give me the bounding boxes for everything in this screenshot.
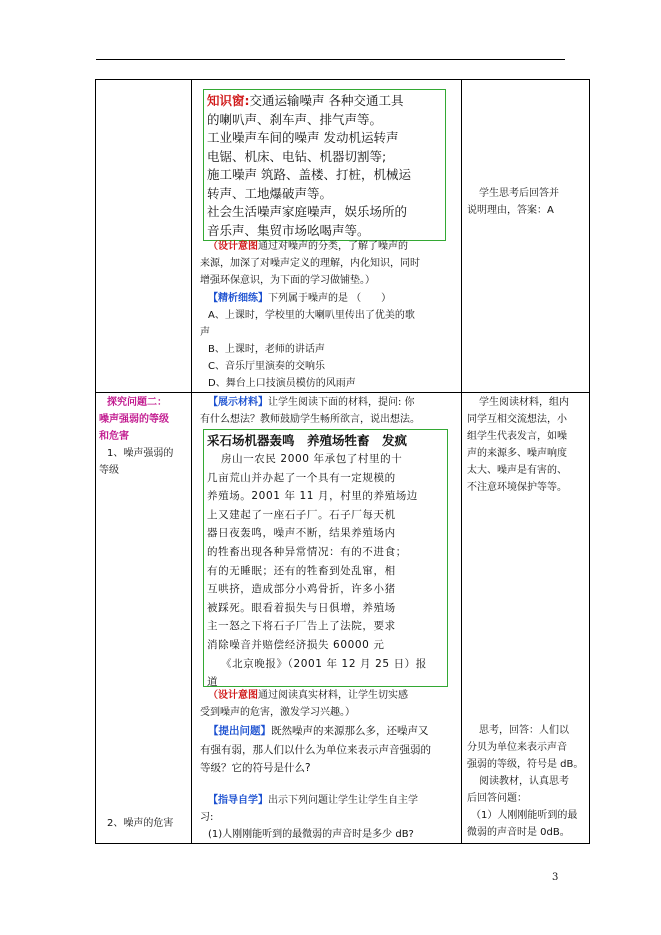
design-intent-2: （设计意图通过阅读真实材料，让学生切实感 受到噪声的危害，激发学习兴趣。）	[200, 690, 408, 718]
header-rule	[96, 59, 565, 60]
option-c: C、音乐厅里演奏的交响乐	[208, 361, 325, 372]
material-intro: 【展示材料】让学生阅读下面的材料，提问: 你 有什么想法？教师鼓励学生畅所欲言，说出想法。	[200, 397, 420, 425]
material-label: 【展示材料】	[208, 397, 268, 408]
row-divider	[96, 392, 589, 393]
knowledge-label: 知识窗:	[207, 93, 250, 108]
subtopic-1: 1、噪声强弱的	[107, 448, 174, 459]
page-number: 3	[552, 872, 559, 883]
option-b: B、上课时，老师的讲话声	[208, 344, 325, 355]
news-story: 采石场机器轰鸣 养殖场牲畜 发疯 房山一农民 2000 年承包了村里的十 几亩荒山并办起了一个具有一定规模的 养殖场。2001 年 11 月，村里的养殖场边 上又建起了一座石子厂。石子厂每天机 器日夜轰鸣，噪声不断，结果养殖场内 的牲畜出现各种异常情况：有的不进食； 有的无睡眠；还有的牲畜到处乱窜，相 互哄挤，造成部分小鸡骨折，许多小猪 被踩死。眼看着损失与日俱增，养殖场 主一怒之下将石子厂告上了法院，要求 消除噪音并赔偿经济损失 60000 元 《北京晚报》（2001 年 12 月 25 日）报 道	[207, 432, 447, 692]
lesson-table	[95, 79, 590, 844]
question-label: 【提出问题】	[208, 725, 271, 737]
option-d: D、舞台上口技演员模仿的风雨声	[208, 378, 356, 389]
design-intent-1: （设计意图通过对噪声的分类，了解了噪声的 来源，加深了对噪声定义的理解，内化知识，同时 增强环保意识，为下面的学习做铺垫。）	[200, 241, 420, 286]
exercise-label: 【精析细练】	[208, 293, 268, 304]
student-activity-1: 学生思考后回答并 说明理由，答案：A	[467, 188, 559, 216]
news-title: 采石场机器轰鸣 养殖场牲畜 发疯	[207, 433, 408, 448]
student-activity-3: 思考，回答：人们以 分贝为单位来表示声音 强弱的等级，符号是 dB。 阅读教材，认真思考 后回答问题： （1）人刚刚能听到的最 微弱的声音时是 0dB。	[467, 725, 584, 838]
exercise-block: 【精析细练】下列属于噪声的是 （ ） A、上课时，学校里的大喇叭里传出了优美的歌 声 B、上课时，老师的讲话声 C、音乐厅里演奏的交响乐 D、舞台上口技演员模仿的风雨声	[200, 290, 458, 392]
self-study-block: 【指导自学】出示下列问题让学生让学生自主学 习: (1)人刚刚能听到的最微弱的声音时是多少 dB?	[200, 792, 458, 843]
subtopic-2: 2、噪声的危害	[107, 818, 174, 829]
column-divider-right	[461, 80, 462, 843]
column-divider-left	[191, 80, 192, 843]
student-activity-2: 学生阅读材料，组内 同学互相交流想法，小 组学生代表发言，如噪 声的来源多、噪声响度 太大、噪声是有害的、 不注意环境保护等等。	[467, 397, 569, 493]
self-study-question-1: (1)人刚刚能听到的最微弱的声音时是多少 dB?	[208, 829, 414, 840]
question-block: 【提出问题】既然噪声的来源那么多，还噪声又 有强有弱，那人们以什么为单位来表示声音强弱的 等级？它的符号是什么?	[200, 725, 431, 774]
section-heading: 探究问题二： 噪声强弱的等级 和危害 1、噪声强弱的 等级	[99, 394, 189, 479]
self-study-label: 【指导自学】	[208, 795, 268, 806]
knowledge-window: 知识窗:交通运输噪声 各种交通工具 的喇叭声、刹车声、排气声等。 工业噪声车间的噪声 发动机运转声 电锯、机床、电钻、机器切割等; 施工噪声 筑路、盖楼、打桩，机械运 转声、工地爆破声等。 社会生活噪声家庭噪声，娱乐场所的 音乐声、集贸市场吆喝声等。	[207, 93, 411, 238]
design-intent-label: （设计意图	[208, 241, 258, 252]
